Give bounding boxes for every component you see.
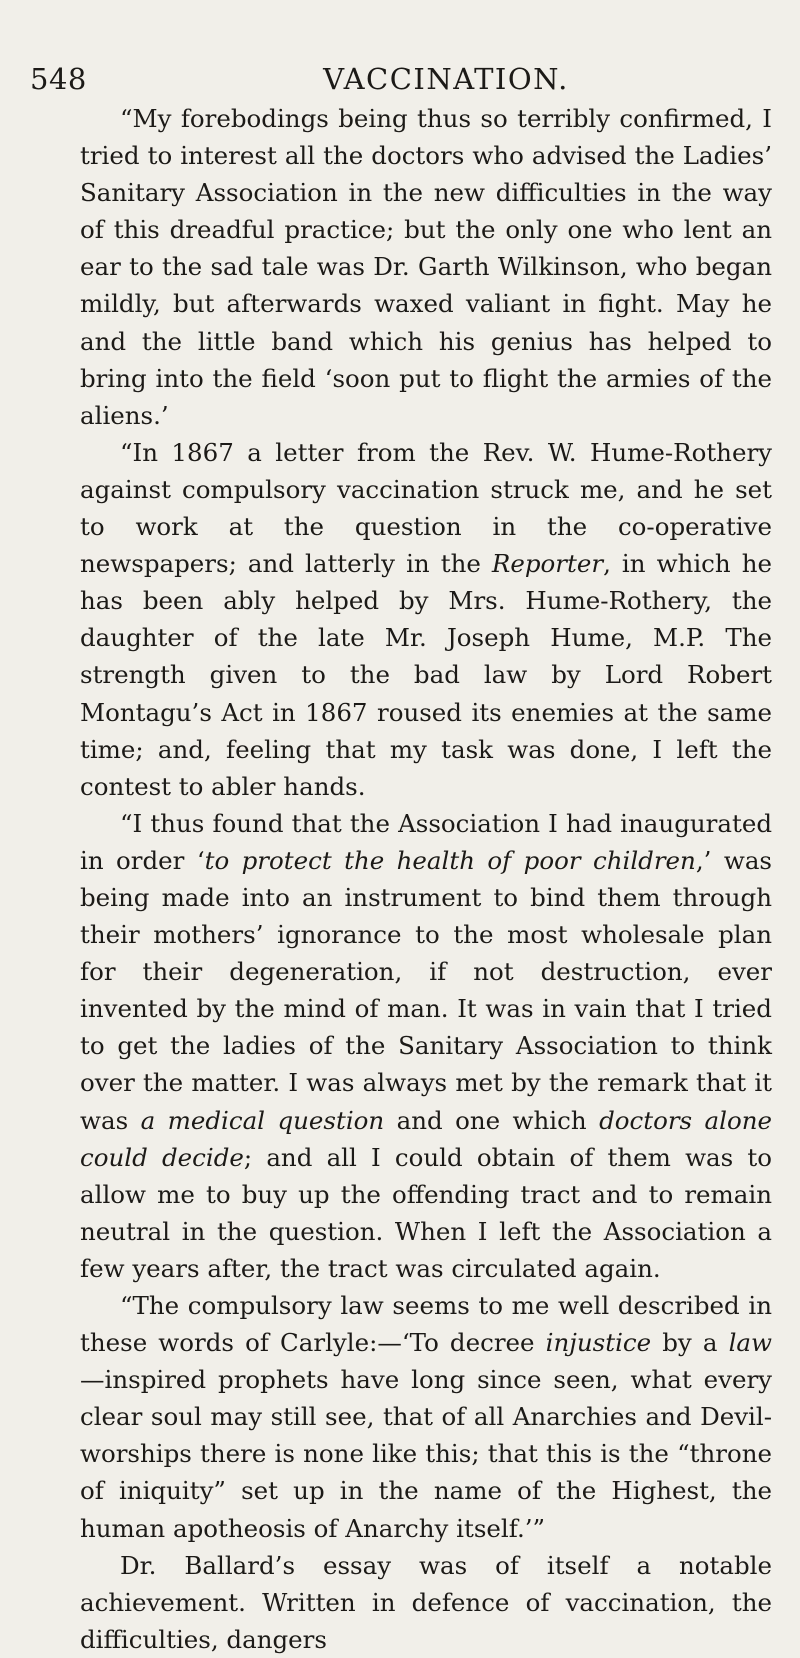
text-run: , in which he has been ably helped by Mrs. Hume-Rothery, the daughter of the late Mr. Joseph Hume, M.P. The strength given to the bad law by Lord Robert Montagu’s Act in 1867 roused its enemies at the same time; and, feeling that my task was done, I left the contest to abler hands. [80, 549, 772, 801]
paragraph [80, 100, 772, 434]
text-run: Dr. Ballard’s essay was of itself a notable achievement. Written in defence of vaccination, the difficulties, dangers [80, 1550, 772, 1654]
text-run: “I thus found that the Association I had inaugurated in order ‘ [80, 808, 772, 875]
italic-text: to protect the health of poor children [204, 845, 696, 875]
italic-text: a medical question [140, 1105, 385, 1135]
text-run: ; and all I could obtain of them was to allow me to buy up the offending tract and to remain neutral in the question. When I left the Association a few years after, the tract was circulated again. [80, 1142, 772, 1283]
paragraph [80, 805, 772, 1287]
text-run: by a [651, 1328, 729, 1358]
page-number: 548 [30, 62, 87, 96]
body-text [80, 100, 772, 1658]
text-run: ,’ was being made into an instrument to bind them through their mothers’ ignorance to the most wholesale plan for their degeneration, if not destruction, ever invented by the mind of man. It was in vain that I tried to get the ladies of the Sanitary Association to think over the matter. I was always met by the remark that it was [80, 845, 772, 1135]
italic-text: Reporter [491, 549, 604, 579]
italic-text: doctors alone could decide [80, 1105, 772, 1172]
text-run: “The compulsory law seems to me well described in these words of Carlyle:—‘To decree [80, 1291, 772, 1358]
text-run: “In 1867 a letter from the Rev. W. Hume-Rothery against compulsory vaccination struck me, and he set to work at the question in the co-operative newspapers; and latterly in the [80, 437, 772, 579]
italic-text: injustice [545, 1328, 652, 1358]
italic-text: law [728, 1328, 772, 1358]
running-head: VACCINATION. [323, 62, 569, 96]
paragraph [80, 434, 772, 805]
text-run: “My forebodings being thus so terribly confirmed, I tried to interest all the doctors who advised the Ladies’ Sanitary Association in the new difficulties in the way of this dreadful practice; but the only one who lent an ear to the sad tale was Dr. Garth Wilkinson, who began mildly, but afterwards waxed valiant in fight. May he and the little band which his genius has helped to bring into the field ‘soon put to flight the armies of the aliens.’ [80, 104, 772, 430]
text-run: —inspired prophets have long since seen, what every clear soul may still see, that of all Anarchies and Devil-worships there is none like this; that this is the “throne of iniquity” set up in the name of the Highest, the human apotheosis of Anarchy itself.’” [80, 1365, 772, 1543]
text-run: and one which [384, 1105, 600, 1135]
paragraph [80, 1287, 772, 1547]
paragraph [80, 1547, 772, 1658]
page-header [30, 0, 772, 100]
